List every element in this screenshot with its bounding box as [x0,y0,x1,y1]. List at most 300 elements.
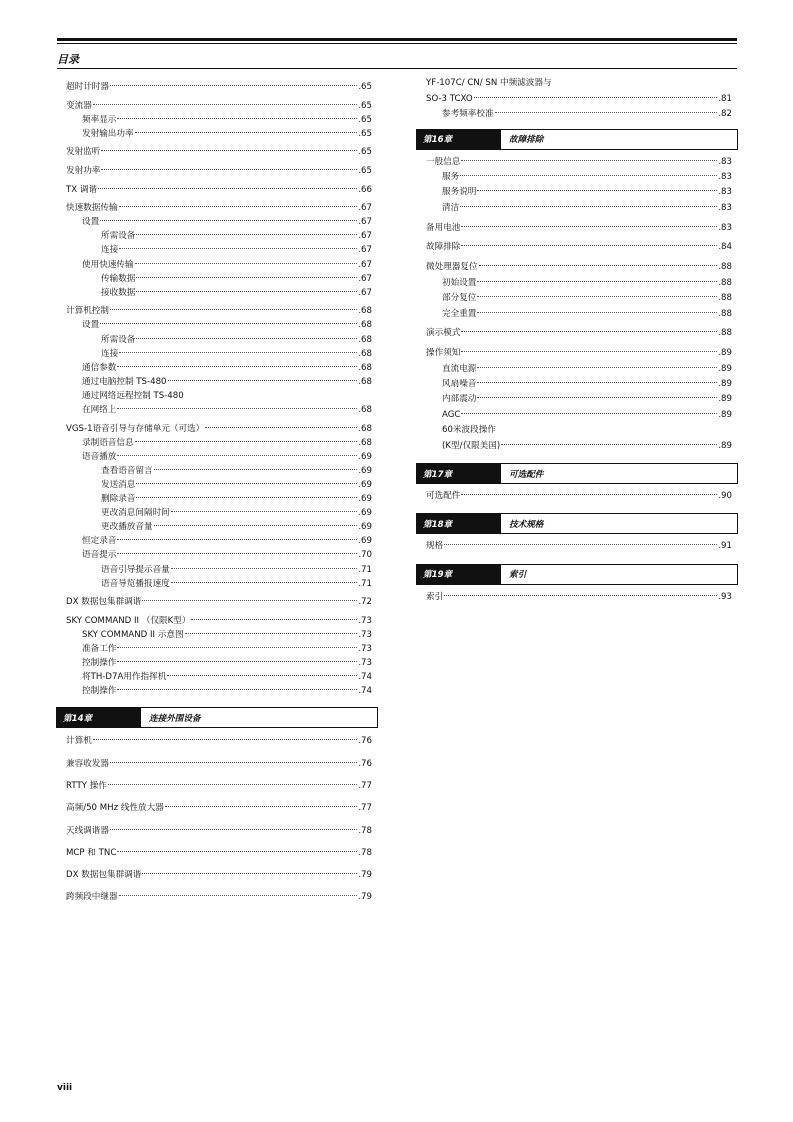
toc-entry[interactable] [426,362,732,377]
toc-entry[interactable] [66,436,372,450]
toc-leader-dots [460,206,717,207]
toc-entry[interactable] [66,656,372,670]
toc-leader-dots [93,104,358,105]
toc-leader-dots [136,234,357,235]
spacer [66,698,372,707]
toc-leader-dots [108,784,357,785]
toc-entry-title: 语音播放 [82,451,117,462]
toc-entry[interactable] [426,489,732,504]
chapter-number: 第17章 [417,464,501,483]
toc-entry-page: .68 [358,306,372,317]
chapter-heading[interactable] [416,129,738,150]
spacer [66,771,372,779]
toc-entry-title: DX 数据包集群调谐 [66,597,142,608]
toc-entry[interactable] [426,76,732,92]
toc-entry[interactable] [66,375,372,389]
toc-entry-page: .66 [358,184,372,195]
toc-entry[interactable] [426,107,732,123]
toc-entry[interactable] [66,779,372,793]
toc-leader-dots [117,408,357,409]
toc-entry[interactable] [426,346,732,361]
toc-entry-title: 变流器 [66,100,92,111]
toc-entry-title: 发射功率 [66,165,101,176]
toc-leader-dots [135,441,358,442]
spacer [66,838,372,846]
toc-entry-page: .77 [358,803,372,814]
toc-leader-dots [101,150,357,151]
toc-entry-title: VGS-1语音引导与存储单元（可选） [66,423,205,434]
toc-leader-dots [117,647,357,648]
toc-entry-page: .82 [718,109,732,119]
spacer [66,793,372,801]
toc-entry-page: .72 [358,597,372,608]
toc-left-column [63,80,372,904]
toc-entry-page: .74 [358,672,372,683]
toc-leader-dots [205,427,357,428]
toc-entry[interactable] [66,478,372,492]
toc-entry[interactable] [66,450,372,464]
toc-entry-page: .93 [718,591,732,602]
toc-entry[interactable] [426,240,732,255]
toc-leader-dots [171,582,358,583]
toc-entry[interactable] [66,422,372,436]
toc-entry-title: 计算机 [66,736,92,747]
chapter-title: 索引 [501,565,737,584]
toc-entry[interactable] [426,326,732,341]
toc-entry-page: .68 [358,437,372,448]
toc-entry-page: .67 [358,203,372,214]
toc-entry-title: 发射监听 [66,147,101,158]
toc-entry-page: .73 [358,643,372,654]
toc-leader-dots [171,511,358,512]
toc-entry-title: 清洁 [442,202,460,213]
toc-leader-dots [167,675,357,676]
toc-leader-dots [477,382,717,383]
toc-entry-page: .74 [358,686,372,697]
toc-entry-title: 发射输出功率 [82,128,134,139]
toc-entry-page: .89 [718,379,732,390]
toc-entry[interactable] [426,539,732,554]
toc-leader-dots [461,226,717,227]
toc-entry-title: 高频/50 MHz 线性放大器 [66,803,164,814]
header-rule-thin [57,43,737,44]
toc-entry[interactable] [426,170,732,185]
toc-entry-page: .89 [718,409,732,420]
toc-leader-dots [461,245,717,246]
toc-leader-dots [461,160,717,161]
toc-leader-dots [119,206,358,207]
toc-entry[interactable] [66,684,372,698]
toc-entry-page: .68 [358,423,372,434]
toc-entry-page: .65 [358,100,372,111]
toc-entry[interactable] [66,113,372,127]
toc-entry-page: .89 [718,394,732,405]
chapter-heading[interactable] [416,564,738,585]
toc-entry-title: 微处理器复位 [426,262,478,273]
toc-entry-page: .68 [358,362,372,373]
toc-entry-page: .88 [718,293,732,304]
toc-entry-page: .73 [358,615,372,626]
toc-leader-dots [477,190,717,191]
toc-entry-title: SKY COMMAND II （仅限K型） [66,615,191,626]
toc-entry-title: 参考频率校准 [442,109,494,119]
toc-entry-page: .69 [358,494,372,505]
toc-leader-dots [98,188,357,189]
toc-entry[interactable] [66,670,372,684]
toc-entry-page: .76 [358,758,372,769]
toc-entry-title: 服务 [442,171,460,182]
toc-entry[interactable] [66,595,372,609]
toc-entry-title: DX 数据包集群调谐 [66,870,142,881]
toc-entry-page: .69 [358,479,372,490]
toc-entry[interactable] [66,824,372,838]
toc-entry[interactable] [66,389,372,403]
toc-leader-dots [168,380,358,381]
toc-leader-dots [142,873,357,874]
toc-leader-dots [100,220,357,221]
toc-leader-dots [185,633,358,634]
toc-entry-title: 服务说明 [442,187,477,198]
toc-entry-title: (K型/仅限美国) [442,440,501,451]
toc-entry-page: .68 [358,404,372,415]
chapter-number: 第14章 [57,708,141,727]
toc-entry-page: .88 [718,277,732,288]
toc-leader-dots [136,338,357,339]
toc-entry[interactable] [426,221,732,236]
toc-entry-page: .68 [358,320,372,331]
toc-entry-title: 部分复位 [442,293,477,304]
toc-entry[interactable] [66,99,372,113]
toc-entry-title: 索引 [426,591,444,602]
header-rule-thick [57,38,737,41]
toc-entry[interactable] [66,304,372,318]
chapter-title: 连接外围设备 [141,708,377,727]
toc-entry-title: 通过网络远程控制 TS-480 [82,390,184,401]
toc-entry[interactable] [66,286,372,300]
toc-entry-page: .67 [358,287,372,298]
toc-entry-page: .73 [358,629,372,640]
toc-leader-dots [461,351,717,352]
toc-entry[interactable] [66,890,372,904]
toc-leader-dots [135,132,358,133]
toc-entry-title: 控制操作 [82,686,117,697]
toc-entry[interactable] [66,403,372,417]
toc-entry[interactable] [426,377,732,392]
toc-leader-dots [479,265,718,266]
chapter-heading[interactable] [416,513,738,534]
toc-leader-dots [495,112,718,113]
toc-entry[interactable] [66,801,372,815]
toc-entry-title: TX 调谐 [66,184,98,195]
toc-entry-page: .91 [718,541,732,552]
toc-leader-dots [477,312,717,313]
toc-entry-title: 一般信息 [426,156,461,167]
toc-leader-dots [136,277,357,278]
toc-leader-dots [135,263,358,264]
toc-entry[interactable] [66,333,372,347]
chapter-heading[interactable] [56,707,378,728]
toc-leader-dots [136,483,357,484]
toc-entry[interactable] [66,534,372,548]
toc-entry[interactable] [66,80,372,94]
toc-entry-title: 连接 [101,245,119,256]
toc-entry-page: .71 [358,578,372,589]
toc-entry[interactable] [66,492,372,506]
toc-leader-dots [136,291,357,292]
toc-entry-page: .69 [358,508,372,519]
toc-entry-page: .83 [718,222,732,233]
toc-entry[interactable] [66,520,372,534]
toc-entry-page: .67 [358,259,372,270]
toc-leader-dots [165,806,357,807]
toc-entry-title: 跨频段中继器 [66,892,118,903]
toc-entry-page: .69 [358,522,372,533]
toc-entry-page: .70 [358,550,372,561]
toc-leader-dots [501,444,717,445]
toc-entry-page: .83 [718,202,732,213]
toc-entry-title: 通过电脑控制 TS-480 [82,376,167,387]
toc-entry-title: 完全重置 [442,308,477,319]
toc-entry-page: .67 [358,273,372,284]
toc-leader-dots [477,296,717,297]
toc-leader-dots [154,525,358,526]
toc-leader-dots [142,600,357,601]
toc-entry-title: 恒定录音 [82,536,117,547]
toc-leader-dots [444,595,717,596]
toc-entry-title: 语音导览播报速度 [101,578,170,589]
toc-entry-title: 故障排除 [426,242,461,253]
toc-entry-title: 使用快速传输 [82,259,134,270]
toc-entry-page: .89 [718,348,732,359]
toc-entry-page: .76 [358,736,372,747]
toc-leader-dots [117,553,357,554]
toc-entry-page: .83 [718,171,732,182]
toc-entry-title: 删除录音 [101,494,136,505]
toc-entry-title: 规格 [426,541,444,552]
toc-entry[interactable] [426,276,732,291]
toc-entry[interactable] [426,439,732,454]
toc-entry-title: 操作须知 [426,348,461,359]
toc-entry[interactable] [66,846,372,860]
toc-leader-dots [110,762,357,763]
page-number: viii [57,1083,73,1093]
toc-leader-dots [460,175,717,176]
toc-entry-page: .67 [358,217,372,228]
toc-entry-page: .88 [718,308,732,319]
toc-entry[interactable] [66,577,372,591]
toc-entry-page: .69 [358,465,372,476]
toc-entry[interactable] [66,164,372,178]
toc-leader-dots [444,544,717,545]
header-rule-bottom [57,68,737,69]
toc-entry[interactable] [66,183,372,197]
toc-leader-dots [474,97,718,98]
toc-right-column [423,76,732,608]
toc-entry[interactable] [426,307,732,322]
toc-entry-title: 通信参数 [82,362,117,373]
toc-entry-title: SO-3 TCXO [426,93,473,104]
toc-entry-title: 风扇噪音 [442,379,477,390]
toc-entry-title: 语音引导提示音量 [101,564,170,575]
toc-entry[interactable] [426,185,732,200]
toc-entry-title: 录制语音信息 [82,437,134,448]
chapter-heading[interactable] [416,463,738,484]
toc-entry-title: 所需设备 [101,334,136,345]
toc-entry-title: 更改消息间隔时间 [101,508,170,519]
toc-entry[interactable] [66,229,372,243]
toc-entry[interactable] [66,628,372,642]
toc-entry[interactable] [66,548,372,562]
chapter-number: 第19章 [417,565,501,584]
toc-entry-title: 查看语音留言 [101,465,153,476]
page-title: 目录 [57,53,79,66]
toc-entry-title: 演示模式 [426,328,461,339]
toc-entry-title: 更改播放音量 [101,522,153,533]
spacer [66,748,372,756]
toc-entry-title: 传输数据 [101,273,136,284]
toc-leader-dots [117,851,357,852]
toc-entry[interactable] [426,423,732,438]
toc-entry[interactable] [66,614,372,628]
toc-entry-title: 计算机控制 [66,306,109,317]
toc-entry-page: .69 [358,451,372,462]
toc-entry-page: .65 [358,147,372,158]
toc-leader-dots [477,281,717,282]
toc-entry-page: .79 [358,892,372,903]
chapter-title: 故障排除 [501,130,737,149]
toc-entry-page: .84 [718,242,732,253]
toc-entry[interactable] [66,272,372,286]
toc-leader-dots [110,829,357,830]
toc-entry[interactable] [66,868,372,882]
toc-entry-page: .89 [718,440,732,451]
toc-leader-dots [154,469,358,470]
toc-entry-title: 可选配件 [426,491,461,502]
toc-entry[interactable] [66,201,372,215]
toc-leader-dots [117,689,357,690]
toc-entry-page: .67 [358,231,372,242]
toc-entry[interactable] [426,201,732,216]
toc-entry-title: 内部震动 [442,394,477,405]
toc-entry-title: 快速数据传输 [66,203,118,214]
toc-entry-page: .78 [358,825,372,836]
toc-entry-page: .81 [718,93,732,104]
toc-entry-page: .83 [718,156,732,167]
toc-entry[interactable] [66,464,372,478]
toc-entry-title: 所需设备 [101,231,136,242]
toc-entry-title: 连接 [101,348,119,359]
toc-leader-dots [117,366,357,367]
toc-entry-page: .67 [358,245,372,256]
toc-entry-title: SKY COMMAND II 示意图 [82,629,184,640]
toc-leader-dots [191,619,357,620]
toc-leader-dots [110,85,357,86]
toc-entry-page: .88 [718,328,732,339]
toc-entry-page: .73 [358,658,372,669]
toc-entry-title: YF-107C/ CN/ SN 中频滤波器与 [426,78,552,88]
toc-entry-page: .77 [358,780,372,791]
spacer [426,605,732,608]
toc-entry-page: .89 [718,363,732,374]
toc-entry-title: 天线调谐器 [66,825,109,836]
toc-entry[interactable] [66,563,372,577]
toc-entry[interactable] [66,642,372,656]
toc-leader-dots [117,118,357,119]
toc-entry[interactable] [426,155,732,170]
toc-entry-title: 备用电池 [426,222,461,233]
toc-entry[interactable] [66,243,372,257]
toc-entry-page: .65 [358,82,372,92]
toc-entry[interactable] [426,291,732,306]
toc-entry-title: 60米波段操作 [442,425,496,436]
toc-entry[interactable] [426,92,732,108]
toc-leader-dots [461,494,717,495]
toc-entry-title: 初始设置 [442,277,477,288]
toc-leader-dots [117,661,357,662]
toc-entry-title: 控制操作 [82,658,117,669]
toc-entry[interactable] [66,258,372,272]
toc-entry-page: .90 [718,491,732,502]
toc-entry-title: 准备工作 [82,643,117,654]
toc-leader-dots [117,455,357,456]
toc-leader-dots [461,413,717,414]
spacer [66,815,372,823]
toc-leader-dots [477,367,717,368]
toc-entry-page: .65 [358,128,372,139]
toc-entry[interactable] [66,127,372,141]
toc-leader-dots [477,397,717,398]
toc-leader-dots [100,323,357,324]
toc-entry-title: 设置 [82,320,100,331]
chapter-number: 第16章 [417,130,501,149]
toc-entry[interactable] [66,318,372,332]
toc-entry[interactable] [66,757,372,771]
toc-entry[interactable] [426,408,732,423]
toc-entry-title: 在网络上 [82,404,117,415]
toc-leader-dots [117,539,357,540]
toc-leader-dots [110,309,357,310]
toc-leader-dots [171,568,358,569]
toc-entry-title: RTTY 操作 [66,780,107,791]
toc-entry[interactable] [426,590,732,605]
toc-entry[interactable] [66,215,372,229]
toc-entry-page: .69 [358,536,372,547]
toc-entry-page: .88 [718,262,732,273]
toc-leader-dots [119,352,357,353]
chapter-title: 可选配件 [501,464,737,483]
toc-entry[interactable] [426,392,732,407]
toc-entry-title: 直流电源 [442,363,477,374]
toc-entry[interactable] [66,734,372,748]
toc-leader-dots [136,497,357,498]
toc-entry-page: .68 [358,334,372,345]
toc-entry-title: MCP 和 TNC [66,847,117,858]
spacer [66,882,372,890]
toc-entry[interactable] [66,145,372,159]
toc-leader-dots [119,895,358,896]
toc-entry[interactable] [66,361,372,375]
toc-entry-title: 频率显示 [82,114,117,125]
toc-entry[interactable] [66,347,372,361]
toc-entry-title: 兼容收发器 [66,758,109,769]
toc-entry-page: .68 [358,376,372,387]
toc-entry[interactable] [66,506,372,520]
toc-entry-page: .65 [358,165,372,176]
chapter-number: 第18章 [417,514,501,533]
toc-entry[interactable] [426,260,732,275]
toc-leader-dots [101,169,357,170]
toc-entry-title: 语音提示 [82,550,117,561]
